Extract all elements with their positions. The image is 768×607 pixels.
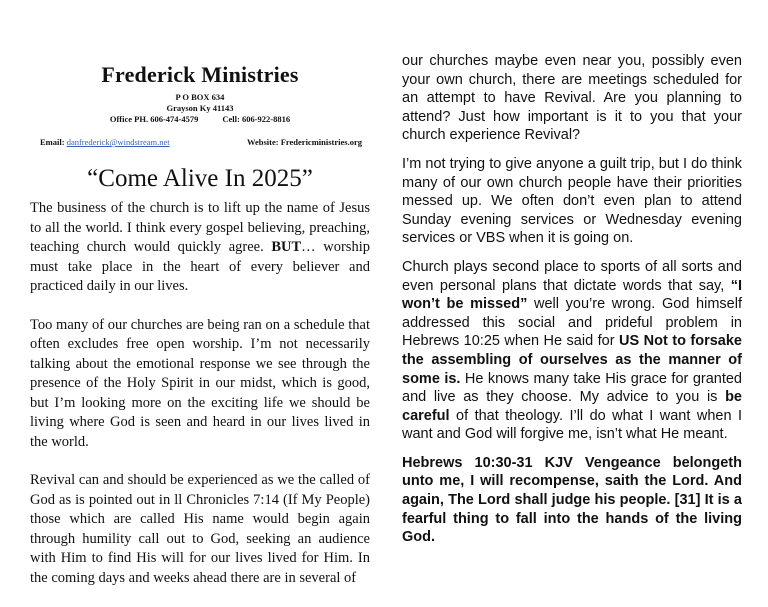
- text-run: Church plays second place to sports of all sorts and even personal plans that dictate words that say,: [402, 258, 742, 294]
- text-run: … worship must take place in the heart of every believer and practiced daily in our lives.: [30, 239, 370, 294]
- left-paragraph-1: [30, 199, 370, 297]
- po-box: P O BOX 634: [175, 92, 225, 102]
- text-run: of that theology. I’ll do what I want when I want and God will forgive me, isn’t what He meant.: [402, 407, 742, 443]
- cell-phone: Cell: 606-922-8816: [222, 114, 291, 124]
- bold-text: be careful: [402, 389, 742, 424]
- left-paragraph-3: Revival can and should be experienced as we the called of God as is pointed out in ll Chronicles 7:14 (If My People) those which are called His name would begin again through humility call out to God, seeking an audience with Him to find His will for our lives lived for Him. In the coming days and weeks ahead there are in several of: [30, 472, 370, 586]
- text-run: He knows many take His grace for granted and live as they choose. My advice to you is: [402, 370, 742, 406]
- text-run: well you’re wrong. God himself addressed this social and prideful problem in Hebrews 10:25 when He said for: [402, 296, 742, 350]
- left-paragraph-2: Too many of our churches are being ran on a schedule that often excludes free open worship. I’m not necessarily talking about the emotional response we see through the presence of the Holy Spirit in our midst, which is good, but I’m looking more on the exciting life we should be living where God is seen and heard in our lives lived in the world.: [30, 316, 370, 450]
- email-block: [40, 137, 170, 147]
- scripture-quote: Hebrews 10:30-31 KJV Vengeance belongeth unto me, I will recompense, saith the Lord. And again, The Lord shall judge his people. [31] It is a fearful thing to fall into the hands of the living God.: [402, 454, 742, 546]
- right-paragraph-2: I’m not trying to give anyone a guilt trip, but I do think many of our own church people have their priorities messed up. We often don’t even plan to attend Sunday evening services or Wednesday evening services or VBS when it is going on.: [402, 155, 742, 247]
- office-phone: Office PH. 606-474-4579: [109, 114, 199, 124]
- right-column: [402, 52, 742, 557]
- left-column: [30, 52, 370, 607]
- email-label: Email:: [40, 137, 65, 147]
- right-paragraph-1: our churches maybe even near you, possibly even your own church, there are meetings scheduled for an attempt to have Revival. Are you planning to attend? Just how important is it to you that your church experience Revival?: [402, 53, 742, 144]
- org-name: Frederick Ministries: [101, 62, 299, 87]
- right-paragraph-3: [402, 258, 742, 444]
- document-title: “Come Alive In 2025”: [87, 165, 313, 192]
- email-link[interactable]: danfrederick@windstream.net: [66, 137, 170, 147]
- text-run: The business of the church is to lift up the name of Jesus to all the world. I think every gospel believing, preaching, teaching church would quickly agree.: [30, 200, 370, 255]
- bold-text: BUT: [271, 239, 302, 255]
- contact-line: [30, 137, 370, 147]
- phone-line: [30, 114, 370, 125]
- bold-text: US Not to forsake the assembling of ourselves as the manner of some is.: [402, 333, 742, 387]
- website: Website: Fredericministries.org: [246, 137, 362, 147]
- bold-text: “I won’t be missed”: [402, 277, 742, 313]
- city: Grayson Ky 41143: [166, 103, 234, 113]
